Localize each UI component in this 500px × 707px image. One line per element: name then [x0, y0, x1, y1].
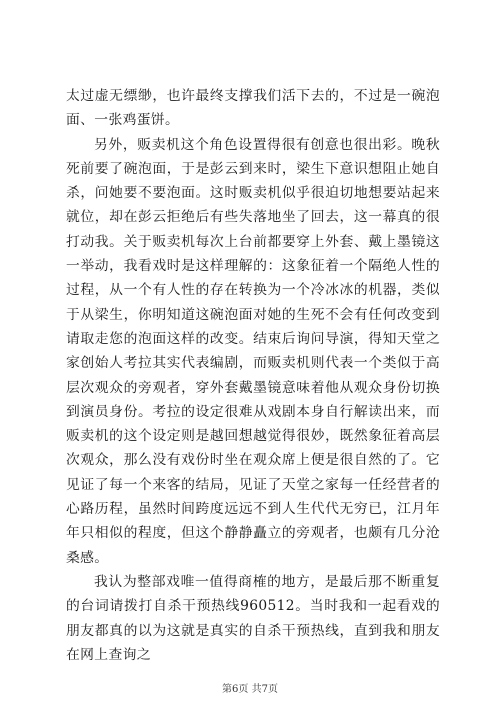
page-footer: 第6页 共7页: [222, 684, 278, 695]
document-body: [66, 84, 440, 667]
paragraph-vending-machine: 另外，贩卖机这个角色设置得很有创意也很出彩。晚秋死前要了碗泡面，于是彭云到来时，梁生下意识想阻止她自杀，问她要不要泡面。这时贩卖机似乎很迫切地想要站起来就位，却在彭云拒绝后有些失落地坐了回去，这一幕真的很打动我。关于贩卖机每次上台前都要穿上外套、戴上墨镜这一举动，我看戏时是这样理解的：这象征着一个隔绝人性的过程，从一个有人性的存在转换为一个冷冰冰的机器，类似于从梁生，你明知道这碗泡面对她的生死不会有任何改变到请取走您的泡面这样的改变。结束后询问导演，得知天堂之家创始人考拉其实代表编剧，而贩卖机则代表一个类似于高层次观众的旁观者，穿外套戴墨镜意味着他从观众身份切换到演员身份。考拉的设定很难从戏剧本身自行解读出来，而贩卖机的这个设定则是越回想越觉得很妙，既然象征着高层次观众，那么没有戏份时坐在观众席上便是很自然的了。它见证了每一个来客的结局，见证了天堂之家每一任经营者的心路历程，虽然时间跨度远远不到人生代代无穷已，江月年年只相似的程度，但这个静静矗立的旁观者，也颇有几分沧桑感。: [66, 136, 440, 566]
paragraph-continuation: 太过虚无缥缈，也许最终支撑我们活下去的，不过是一碗泡面、一张鸡蛋饼。: [66, 88, 440, 129]
paragraph-hotline: 我认为整部戏唯一值得商榷的地方，是最后那不断重复的台词请拨打自杀干预热线960512。当时我和一起看戏的朋友都真的以为这就是真实的自杀干预热线，直到我和朋友在网上查询之: [66, 573, 440, 663]
